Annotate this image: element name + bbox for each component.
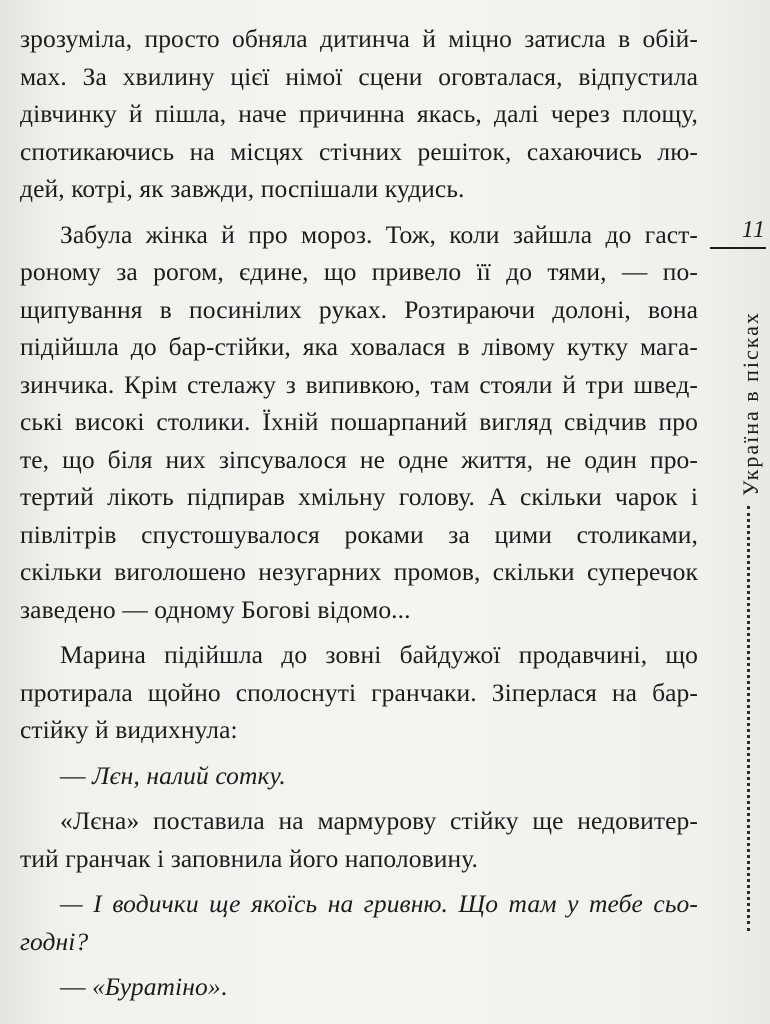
text-line: заведено — одному Богові відомо...: [20, 594, 411, 624]
text-line: ські високі столики. Їхній пошарпаний вигляд свідчив про: [20, 407, 698, 436]
text-line: підійшла до бар-стійки, яка ховалася в лівому кутку мага-: [20, 332, 698, 361]
text-line: стійку й видихнула:: [20, 715, 238, 744]
text-line: тертий лікоть підпирав хмільну голову. А скільки чарок і: [20, 482, 698, 511]
page-body: [20, 20, 698, 1006]
paragraph-5: [20, 802, 698, 877]
text-line: годні?: [20, 926, 89, 956]
text-line: щипування в посинілих руках. Розтираючи долоні, вона: [20, 294, 698, 324]
text-line: Марина підійшла до зовні байдужої продавчині, що: [60, 640, 698, 669]
text-line: [20, 757, 698, 795]
text-line: — І водички ще якоїсь на гривню. Що там у тебе сьо-: [60, 889, 698, 918]
dialogue-period: .: [220, 972, 228, 1001]
page-number: 11: [741, 217, 766, 243]
paragraph-2: [20, 216, 698, 629]
text-line: те, що біля них зіпсувалося не одне життя, не один про-: [20, 444, 698, 474]
dialogue-speech: «Буратіно»: [92, 972, 221, 1001]
dialogue-dash: —: [60, 760, 93, 790]
text-line: протирала щойно сполоснуті гранчаки. Зіперлася на бар-: [20, 677, 698, 707]
header-rule: [710, 247, 766, 249]
text-line: зинчика. Крім стелажу з випивкою, там стояли й три швед-: [20, 369, 698, 399]
dialogue-speech: Лєн, налий сотку.: [92, 760, 286, 790]
paragraph-3: [20, 636, 698, 749]
dotted-leader: [747, 506, 750, 931]
paragraph-4-dialogue: [20, 757, 698, 795]
text-line: півлітрів спустошувалося роками за цими столиками,: [20, 519, 698, 549]
dialogue-dash: —: [60, 972, 93, 1001]
text-line: тий гранчак і заповнила його наполовину.: [20, 843, 478, 873]
text-line: [20, 968, 698, 1006]
running-title: Україна в пісках: [738, 311, 763, 496]
running-header: [710, 216, 766, 936]
text-line: скільки виголошено незугарних промов, скільки суперечок: [20, 557, 698, 586]
text-line: Забула жінка й про мороз. Тож, коли зайшла до гаст-: [60, 219, 698, 249]
paragraph-7-dialogue: [20, 968, 698, 1006]
text-line: спотикаючись на місцях стічних решіток, сахаючись лю-: [20, 136, 698, 166]
text-line: дівчинку й пішла, наче причинна якась, далі через площу,: [20, 99, 698, 128]
text-line: «Лєна» поставила на мармурову стійку ще недовитер-: [60, 806, 698, 835]
paragraph-1: [20, 20, 698, 208]
paragraph-6-dialogue: [20, 885, 698, 960]
text-line: мах. За хвилину цієї німої сцени оговталася, відпустила: [20, 61, 698, 91]
text-line: зрозуміла, просто обняла дитинча й міцно затисла в обій-: [20, 24, 698, 53]
text-line: роному за рогом, єдине, що привело її до тями, — по-: [20, 257, 698, 286]
text-line: дей, котрі, як завжди, поспішали кудись.: [20, 174, 465, 203]
